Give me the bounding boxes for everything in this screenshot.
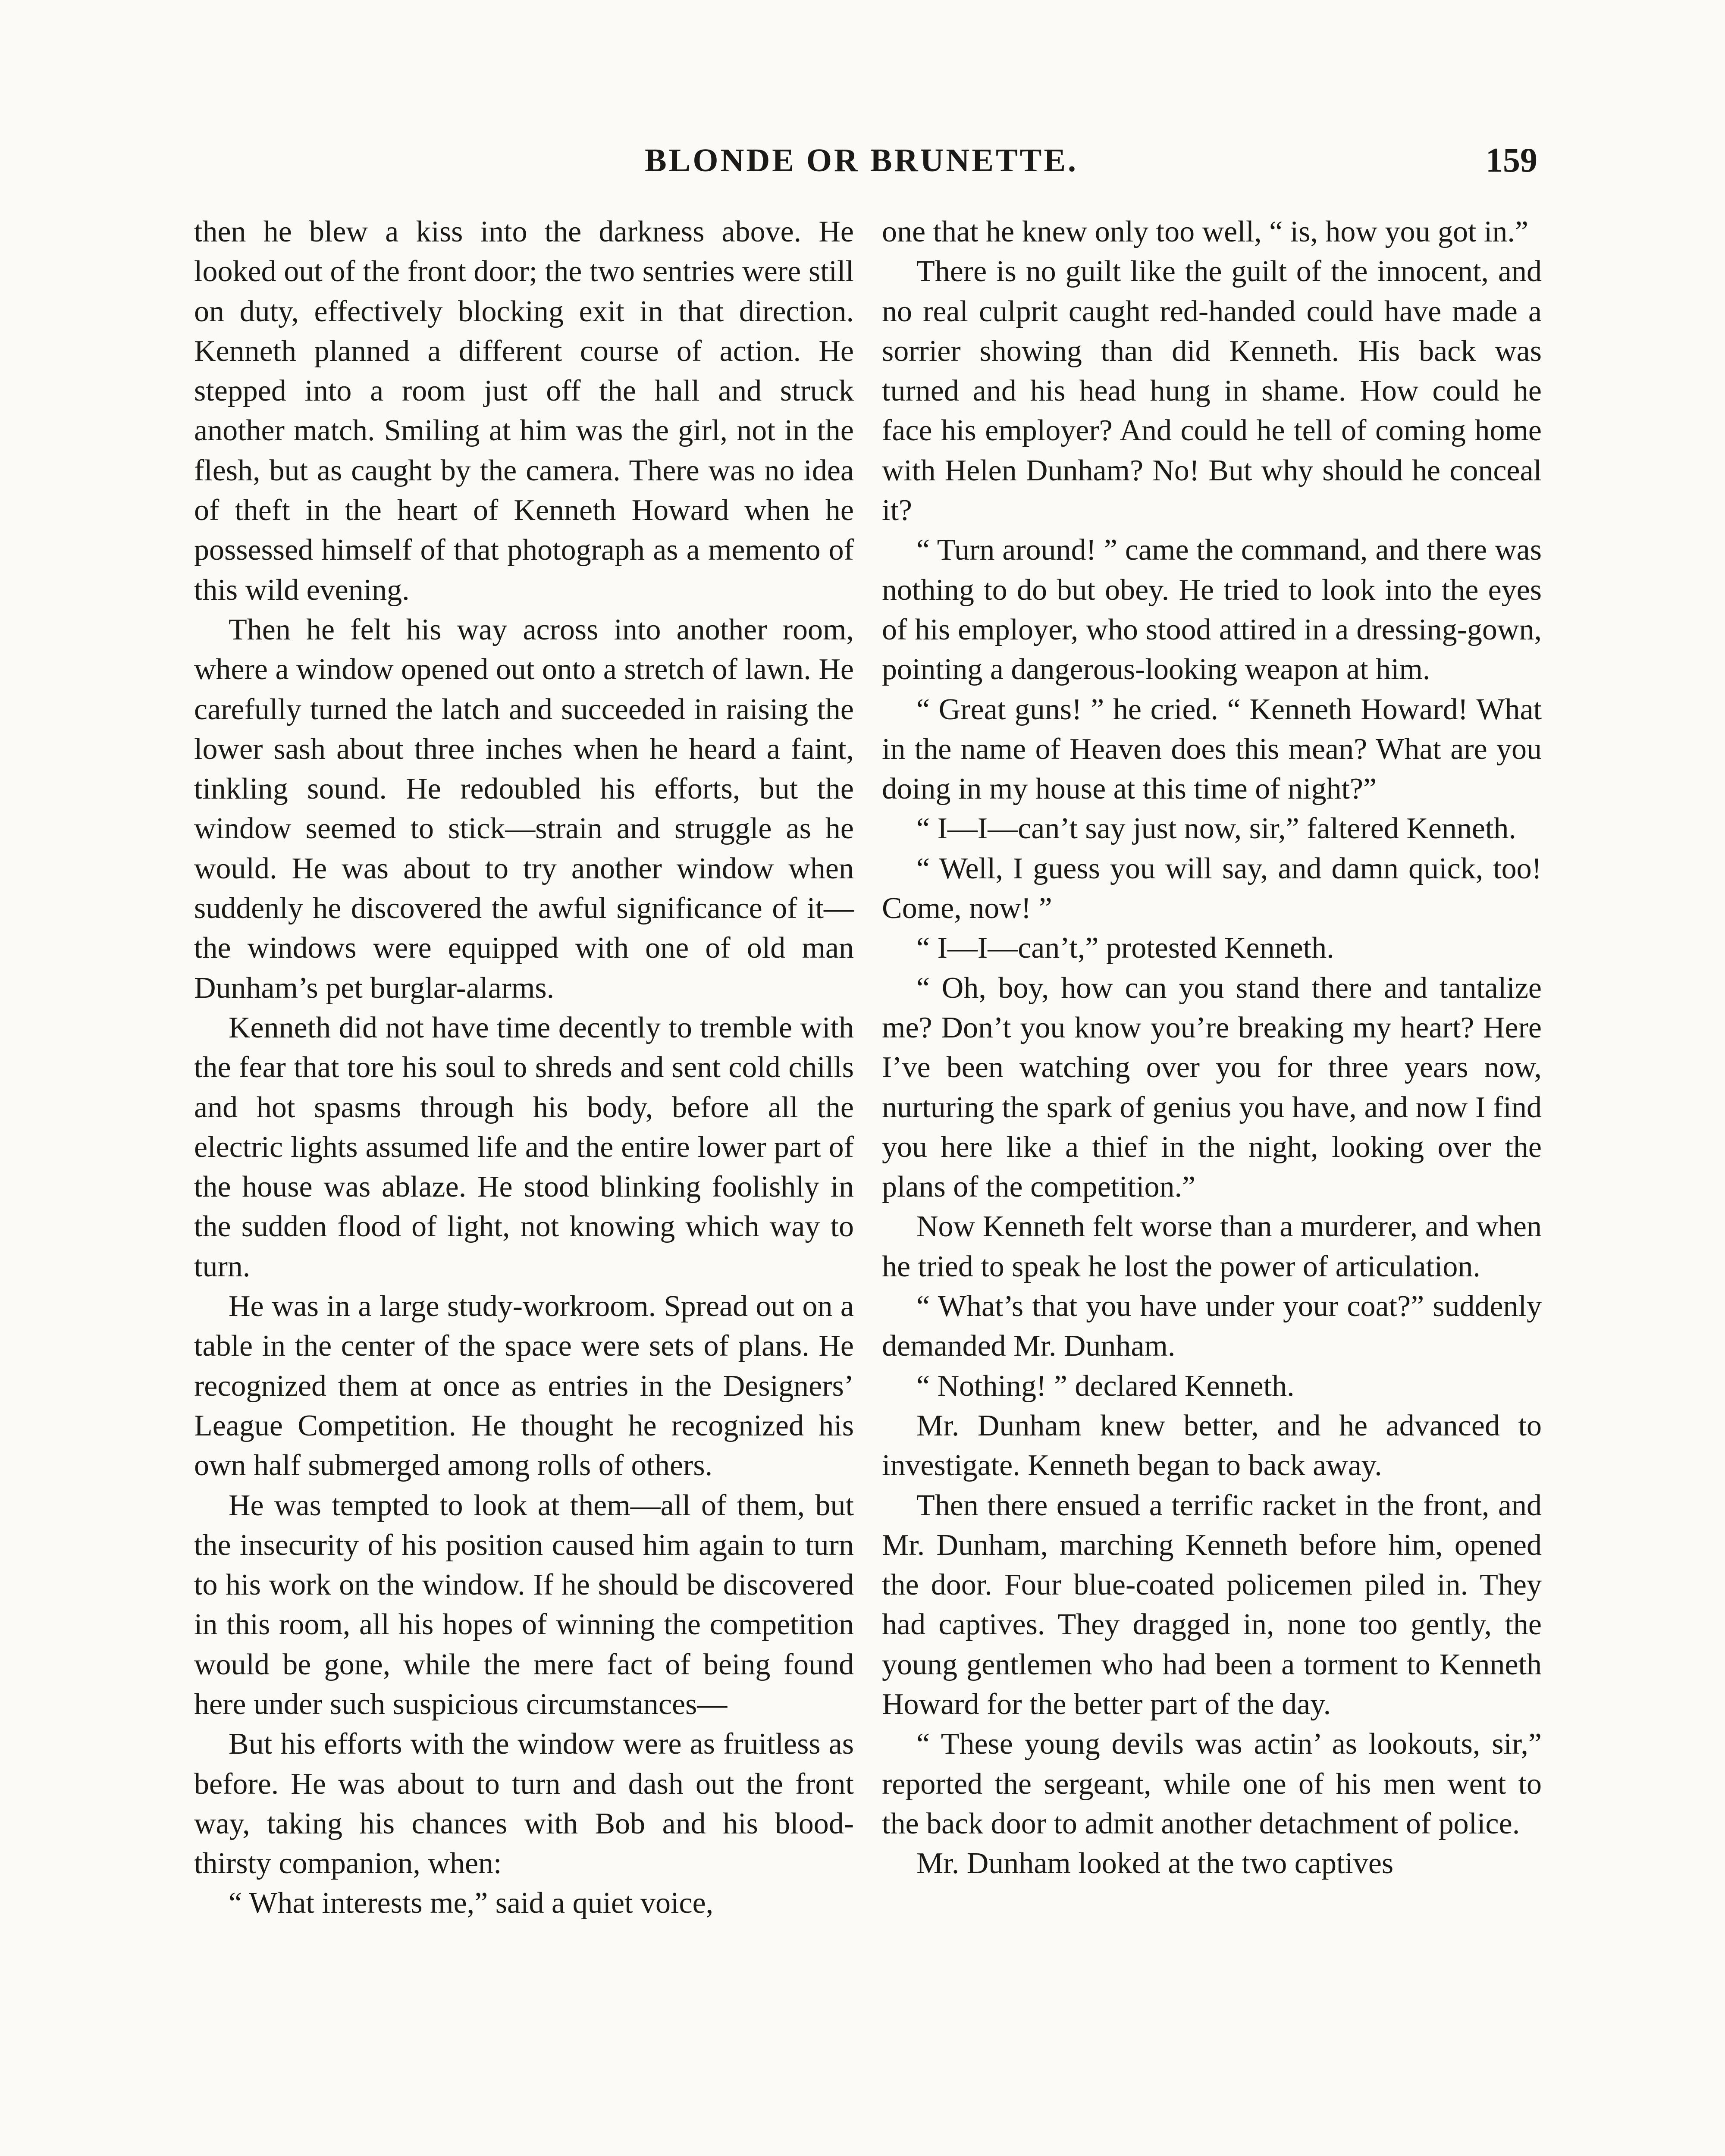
right-column-paragraph: “ Well, I guess you will say, and damn quick, too! Come, now! ” bbox=[882, 852, 1542, 925]
right-column-paragraph: one that he knew only too well, “ is, how you got in.” bbox=[882, 215, 1528, 248]
right-column-paragraph: “ I—I—can’t say just now, sir,” faltered Kenneth. bbox=[916, 812, 1516, 846]
left-column-paragraph: “ What interests me,” said a quiet voice, bbox=[229, 1887, 714, 1920]
left-text-column bbox=[194, 212, 854, 1924]
running-title: BLONDE OR BRUNETTE. bbox=[644, 142, 1079, 179]
left-column-paragraph: then he blew a kiss into the darkness above. He looked out of the front door; the two sentries were still on duty, effectively blocking exit in that direction. Kenneth planned a different course of action. He stepped into a room just off the hall and struck another match. Smiling at him was the girl, not in the flesh, but as caught by the camera. There was no idea of theft in the heart of Kenneth Howard when he possessed himself of that photograph as a memento of this wild evening. bbox=[194, 215, 854, 607]
right-column-paragraph: “ I—I—can’t,” protested Kenneth. bbox=[916, 931, 1334, 965]
right-column-paragraph: “ Nothing! ” declared Kenneth. bbox=[916, 1369, 1295, 1403]
left-column-paragraph: Then he felt his way across into another room, where a window opened out onto a stretch of lawn. He carefully turned the latch and succeeded in raising the lower sash about three inches when he heard a faint, tinkling sound. He redoubled his efforts, but the window seemed to stick—strain and struggle as he would. He was about to try another window when suddenly he discovered the awful significance of it—the windows were equipped with one of old man Dunham’s pet burglar-alarms. bbox=[194, 613, 854, 1005]
right-column-paragraph: “ Oh, boy, how can you stand there and tantalize me? Don’t you know you’re breaking my heart? Here I’ve been watching over you for three years now, nurturing the spark of genius you have, and now I find you here like a thief in the night, looking over the plans of the competition.” bbox=[882, 971, 1542, 1204]
left-column-paragraph: He was in a large study-workroom. Spread out on a table in the center of the space were sets of plans. He recognized them at once as entries in the Designers’ League Competition. He thought he recognized his own half submerged among rolls of others. bbox=[194, 1290, 854, 1482]
page-number: 159 bbox=[1486, 141, 1537, 179]
running-head bbox=[185, 139, 1537, 182]
right-column-paragraph: There is no guilt like the guilt of the innocent, and no real culprit caught red-handed could have made a sorrier showing than did Kenneth. His back was turned and his head hung in shame. How could he face his employer? And could he tell of coming home with Helen Dunham? No! But why should he conceal it? bbox=[882, 255, 1542, 527]
left-column-paragraph: Kenneth did not have time decently to tremble with the fear that tore his soul to shreds and sent cold chills and hot spasms through his body, before all the electric lights assumed life and the entire lower part of the house was ablaze. He stood blinking foolishly in the sudden flood of light, not knowing which way to turn. bbox=[194, 1011, 854, 1283]
right-column-paragraph: “ What’s that you have under your coat?” suddenly demanded Mr. Dunham. bbox=[882, 1290, 1542, 1363]
left-column-paragraph: But his efforts with the window were as fruitless as before. He was about to turn and dash out the front way, taking his chances with Bob and his blood-thirsty companion, when: bbox=[194, 1727, 854, 1880]
right-column-paragraph: Now Kenneth felt worse than a murderer, and when he tried to speak he lost the power of articulation. bbox=[882, 1210, 1542, 1283]
right-column-paragraph: Mr. Dunham knew better, and he advanced to investigate. Kenneth began to back away. bbox=[882, 1409, 1542, 1482]
left-column-paragraph: He was tempted to look at them—all of them, but the insecurity of his position caused him again to turn to his work on the window. If he should be discovered in this room, all his hopes of winning the competition would be gone, while the mere fact of being found here under such suspicious circumstances— bbox=[194, 1489, 854, 1721]
right-column-paragraph: “ Turn around! ” came the command, and there was nothing to do but obey. He tried to look into the eyes of his employer, who stood attired in a dressing-gown, pointing a dangerous-looking weapon at him. bbox=[882, 533, 1542, 686]
right-column-paragraph: Mr. Dunham looked at the two captives bbox=[916, 1847, 1394, 1880]
right-column-paragraph: “ These young devils was actin’ as lookouts, sir,” reported the sergeant, while one of his men went to the back door to admit another detachment of police. bbox=[882, 1727, 1542, 1840]
right-column-paragraph: “ Great guns! ” he cried. “ Kenneth Howard! What in the name of Heaven does this mean? What are you doing in my house at this time of night?” bbox=[882, 693, 1542, 806]
right-text-column bbox=[882, 212, 1542, 1883]
right-column-paragraph: Then there ensued a terrific racket in the front, and Mr. Dunham, marching Kenneth before him, opened the door. Four blue-coated policemen piled in. They had captives. They dragged in, none too gently, the young gentlemen who had been a torment to Kenneth Howard for the better part of the day. bbox=[882, 1489, 1542, 1721]
